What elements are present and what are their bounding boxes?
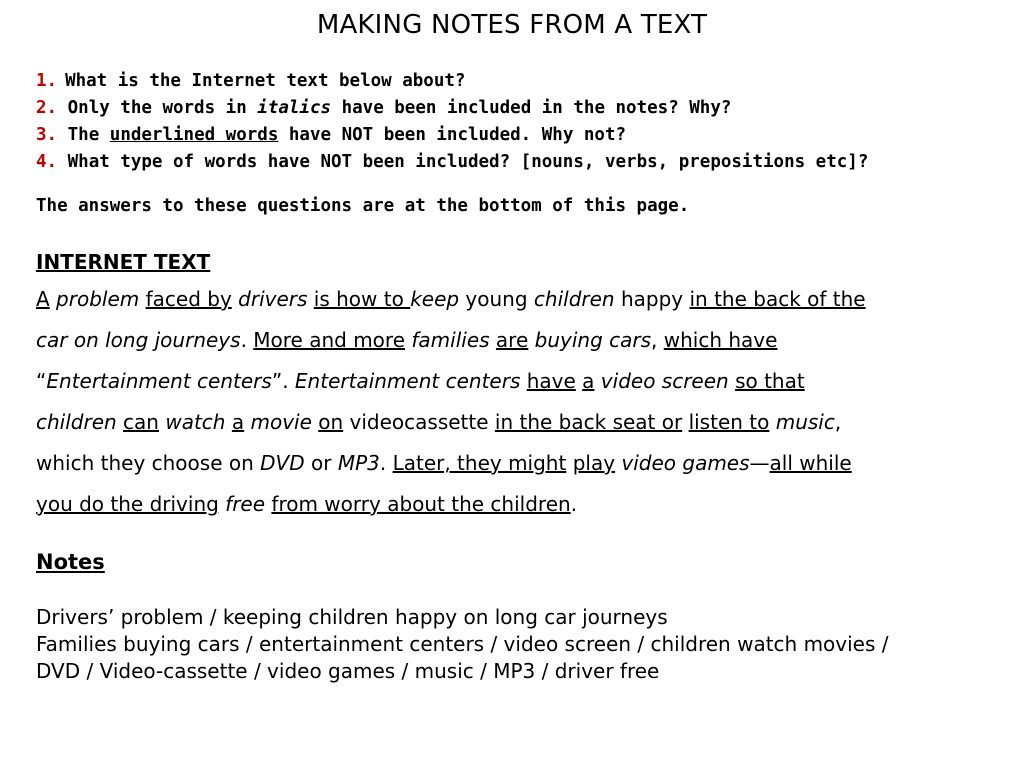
question-item [36,122,868,149]
question-text: The [67,125,110,145]
question-text: Only the words in [67,98,258,118]
passage-segment: keep [410,287,460,311]
question-text: What is the Internet text below about? [65,71,466,91]
passage-segment: . [282,369,295,393]
internet-text-passage [36,279,996,525]
question-text: have been included in the notes? Why? [331,98,732,118]
passage-segment: video screen [600,369,729,393]
passage-segment: in the back of the [689,287,866,311]
passage-line [36,361,996,402]
passage-segment: children [533,287,615,311]
question-item [36,149,868,176]
question-item [36,68,868,95]
question-italic-word: italics [257,98,332,118]
question-number: 4. [36,152,58,172]
passage-segment: Entertainment centers [294,369,521,393]
passage-segment: buying cars [534,328,652,352]
passage-segment: all while [769,451,852,475]
passage-segment: is how to [313,287,411,311]
passage-segment: so that [735,369,805,393]
passage-segment: a [231,410,245,434]
notes-line: Drivers’ problem / keeping children happy on long car journeys [36,605,668,629]
passage-segment: DVD [260,451,305,475]
passage-segment: , [834,410,842,434]
passage-segment: . [570,492,578,516]
passage-segment: faced by [145,287,232,311]
passage-segment: . [240,328,254,352]
passage-segment: in the back seat or [494,410,683,434]
question-number: 1. [36,71,58,91]
passage-segment: Entertainment centers [46,369,272,393]
passage-segment: drivers [238,287,308,311]
notes-line: Families buying cars / entertainment centers / video screen / children watch movies / [36,632,889,656]
passage-segment: video games [621,451,750,475]
passage-segment: watch [165,410,226,434]
notes-line: DVD / Video-cassette / video games / music / MP3 / driver free [36,659,660,683]
question-underlined-word: underlined words [109,125,279,145]
passage-line [36,443,996,484]
passage-segment: happy [614,287,690,311]
passage-segment: “ [36,369,47,393]
question-number: 2. [36,98,58,118]
internet-text-heading: INTERNET TEXT [36,250,211,274]
passage-segment: Later, they might [392,451,567,475]
passage-segment: which have [663,328,778,352]
question-text: What type of words have NOT been included? [nouns, verbs, prepositions etc]? [67,152,869,172]
passage-segment: have [526,369,576,393]
passage-segment: car on long journeys [36,328,241,352]
answers-note: The answers to these questions are at the bottom of this page. [36,196,690,216]
passage-segment: , [651,328,664,352]
passage-segment: you do the driving [36,492,219,516]
passage-segment: free [225,492,266,516]
passage-line [36,279,996,320]
passage-segment: can [123,410,159,434]
passage-segment: videocassette [343,410,495,434]
passage-segment: young [459,287,534,311]
passage-segment: MP3 [337,451,380,475]
passage-segment: families [411,328,490,352]
question-number: 3. [36,125,58,145]
question-item [36,95,868,122]
passage-segment: A [36,287,50,311]
passage-segment: movie [250,410,312,434]
notes-body [36,604,889,685]
passage-segment: or [304,451,338,475]
passage-segment: are [495,328,529,352]
passage-segment: problem [56,287,140,311]
passage-segment: . [379,451,393,475]
notes-heading: Notes [36,550,105,574]
passage-segment: ” [271,369,283,393]
passage-segment: — [749,451,770,475]
passage-segment: a [582,369,595,393]
page-title: MAKING NOTES FROM A TEXT [316,10,708,40]
passage-segment: play [572,451,616,475]
passage-segment: listen to [688,410,770,434]
passage-segment: which they choose on [36,451,261,475]
question-text: have NOT been included. Why not? [278,125,627,145]
passage-segment: on [318,410,344,434]
passage-line [36,402,996,443]
passage-segment: children [36,410,117,434]
passage-segment: More and more [253,328,406,352]
passage-segment: from worry about the children [271,492,571,516]
passage-segment: music [775,410,835,434]
passage-line [36,320,996,361]
passage-line [36,484,996,525]
question-list [36,68,868,176]
